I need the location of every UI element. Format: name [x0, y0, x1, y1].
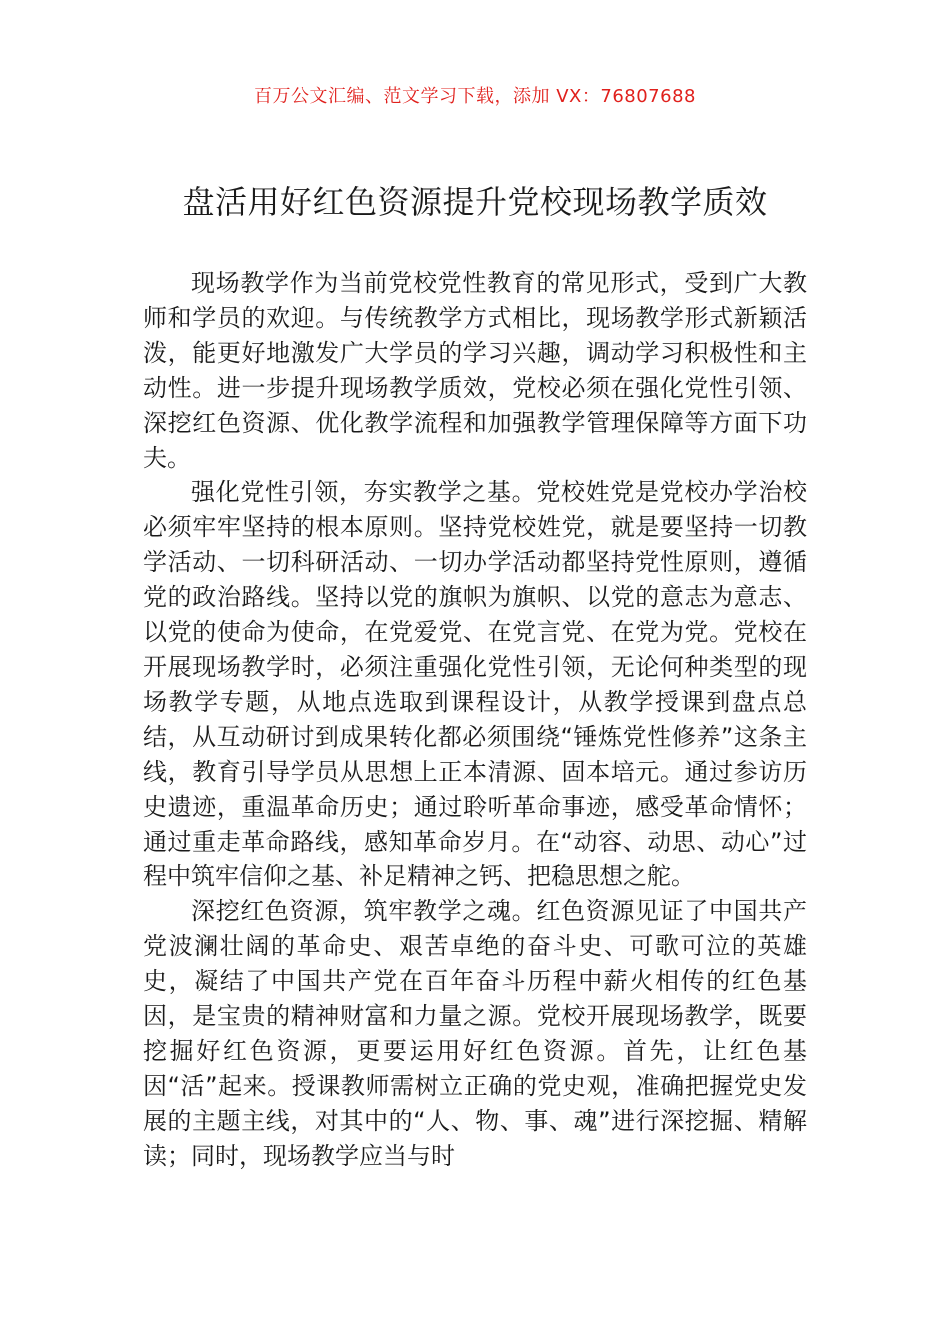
paragraph-red-resources: 深挖红色资源，筑牢教学之魂。红色资源见证了中国共产党波澜壮阔的革命史、艰苦卓绝的奋斗史、可歌可泣的英雄史，凝结了中国共产党在百年奋斗历程中薪火相传的红色基因，是宝贵的精神财富和力量之源。党校开展现场教学，既要挖掘好红色资源，更要运用好红色资源。首先，让红色基因“活”起来。授课教师需树立正确的党史观，准确把握党史发展的主题主线，对其中的“人、物、事、魂”进行深挖掘、精解读；同时，现场教学应当与时 [143, 897, 807, 1170]
paragraph-party-leadership: 强化党性引领，夯实教学之基。党校姓党是党校办学治校必须牢牢坚持的根本原则。坚持党校姓党，就是要坚持一切教学活动、一切科研活动、一切办学活动都坚持党性原则，遵循党的政治路线。坚持以党的旗帜为旗帜、以党的意志为意志、以党的使命为使命，在党爱党、在党言党、在党为党。党校在开展现场教学时，必须注重强化党性引领，无论何种类型的现场教学专题，从地点选取到课程设计，从教学授课到盘点总结，从互动研讨到成果转化都必须围绕“锤炼党性修养”这条主线，教育引导学员从思想上正本清源、固本培元。通过参访历史遗迹，重温革命历史；通过聆听革命事迹，感受革命情怀；通过重走革命路线，感知革命岁月。在“动容、动思、动心”过程中筑牢信仰之基、补足精神之钙、把稳思想之舵。 [143, 478, 807, 891]
watermark-banner: 百万公文汇编、范文学习下载，添加 VX：76807688 [254, 86, 696, 107]
article-body [143, 266, 807, 1174]
paragraph-intro: 现场教学作为当前党校党性教育的常见形式，受到广大教师和学员的欢迎。与传统教学方式相比，现场教学形式新颖活泼，能更好地激发广大学员的学习兴趣，调动学习积极性和主动性。进一步提升现场教学质效，党校必须在强化党性引领、深挖红色资源、优化教学流程和加强教学管理保障等方面下功夫。 [143, 269, 807, 472]
page-title: 盘活用好红色资源提升党校现场教学质效 [182, 183, 768, 221]
